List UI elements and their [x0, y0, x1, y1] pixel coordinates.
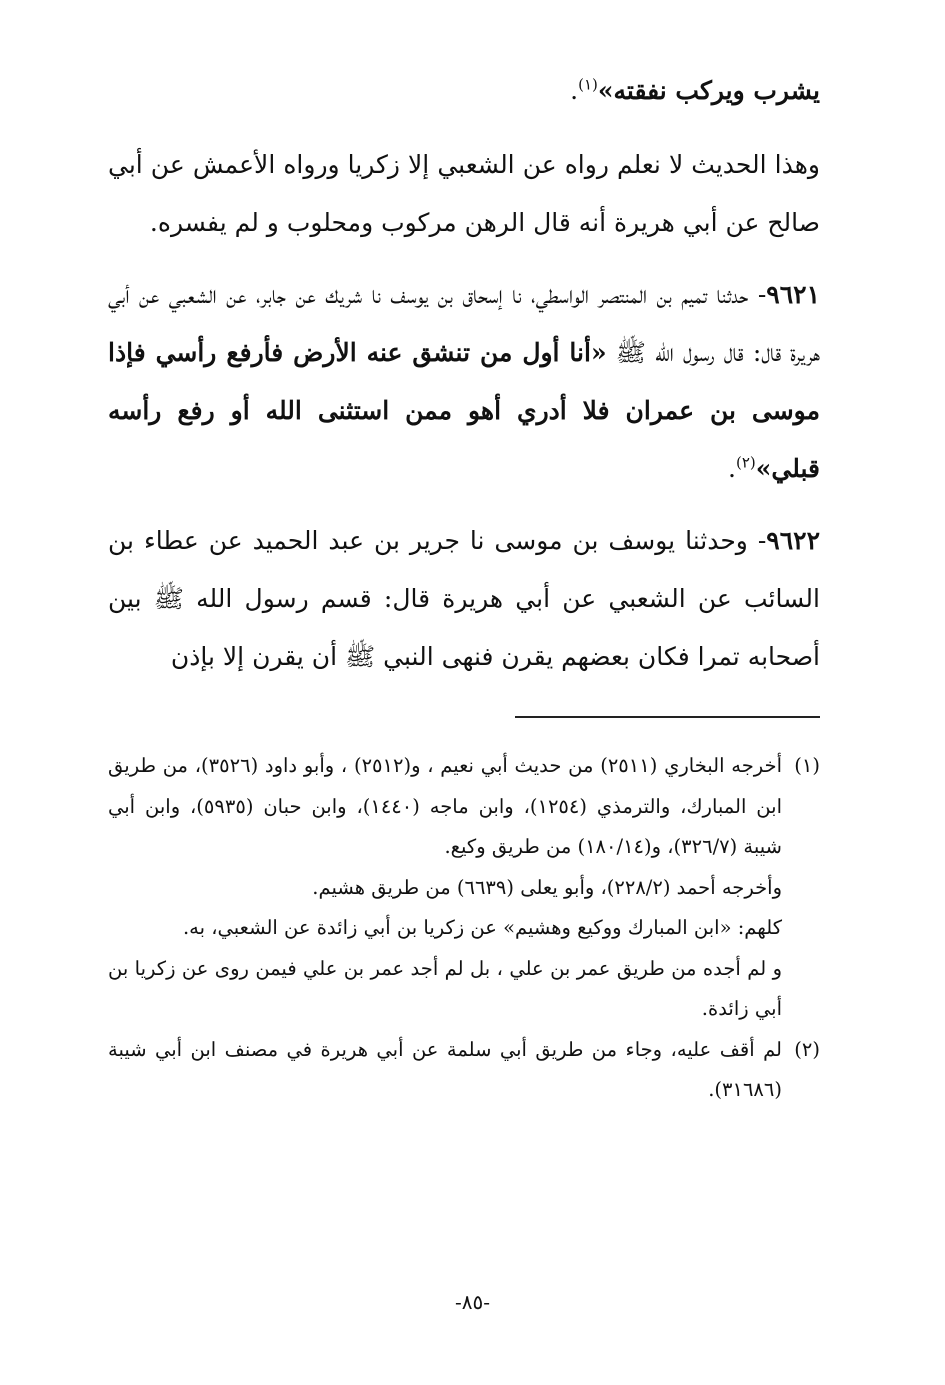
footnote-marker: (٢) [794, 1037, 820, 1061]
hadith-dash: - [748, 280, 767, 309]
hadith-9622 [108, 512, 820, 686]
hadith-number-9621: ٩٦٢١ [766, 280, 820, 309]
footnote-text: و لم أجده من طريق عمر بن علي ، بل لم أجد عمر بن علي فيمن روى عن زكريا بن أبي زائدة. [108, 956, 782, 1020]
opening-text: يشرب ويركب نفقته» [597, 76, 820, 105]
footnote-ref-2: (٢) [735, 453, 756, 472]
hadith-narration-9622: وحدثنا يوسف بن موسى نا جرير بن عبد الحميد عن عطاء بن السائب عن الشعبي عن أبي هريرة قال: قسم رسول الله ﷺ بين أصحابه تمرا فكان بعضهم يقرن فنهى النبي ﷺ أن يقرن إلا بإذن [108, 526, 820, 671]
footnote-text: كلهم: «ابن المبارك ووكيع وهشيم» عن زكريا بن أبي زائدة عن الشعبي، به. [182, 916, 782, 939]
hadith-number-9622: ٩٦٢٢ [766, 526, 820, 555]
footnote-body [108, 1030, 782, 1111]
hadith-dash: - [747, 526, 767, 555]
opening-period: . [570, 76, 579, 105]
opening-line [108, 62, 820, 120]
hadith-narration-9621: حدثنا تميم بن المنتصر الواسطي، نا إسحاق بن يوسف نا شريك عن جابر، عن الشعبي عن أبي هريرة قال: قال رسول الله ﷺ [108, 280, 820, 367]
paragraph-commentary: وهذا الحديث لا نعلم رواه عن الشعبي إلا زكريا ورواه الأعمش عن أبي صالح عن أبي هريرة أنه قال الرهن مركوب ومحلوب و لم يفسره. [108, 150, 820, 237]
footnote-body [108, 746, 782, 1030]
footnote-text: لم أقف عليه، وجاء من طريق أبي سلمة عن أبي هريرة في مصنف ابن أبي شيبة (٣١٦٨٦). [108, 1037, 782, 1101]
footnotes [108, 746, 820, 1111]
footnote-text: وأخرجه أحمد (٢٢٨/٢)، وأبو يعلى (٦٦٣٩) من طريق هشيم. [312, 875, 782, 899]
hadith-quote-9621: «أنا أول من تنشق عنه الأرض فأرفع رأسي فإذا موسى بن عمران فلا أدري أهو ممن استثنى الله أو رفع رأسه قبلي» [108, 338, 820, 483]
footnote-1 [108, 746, 820, 1030]
footnote-2 [108, 1030, 820, 1111]
footnote-marker: (١) [794, 754, 820, 777]
main-text [108, 62, 820, 686]
footnote-ref-1: (١) [578, 75, 598, 94]
document-page [108, 62, 820, 1362]
hadith-9621 [108, 266, 820, 498]
footnote-divider [515, 716, 820, 718]
page-number: -٨٥- [454, 1290, 490, 1314]
footnote-text: أخرجه البخاري (٢٥١١) من حديث أبي نعيم ، و(٢٥١٢) ، وأبو داود (٣٥٢٦)، من طريق ابن المبارك، والترمذي (١٢٥٤)، وابن ماجه (١٤٤٠)، وابن حبان (٥٩٣٥)، وابن أبي شيبة (٣٢٦/٧)، و(١٨٠/١٤) من طريق وكيع. [108, 754, 783, 858]
hadith-period: . [728, 454, 736, 483]
